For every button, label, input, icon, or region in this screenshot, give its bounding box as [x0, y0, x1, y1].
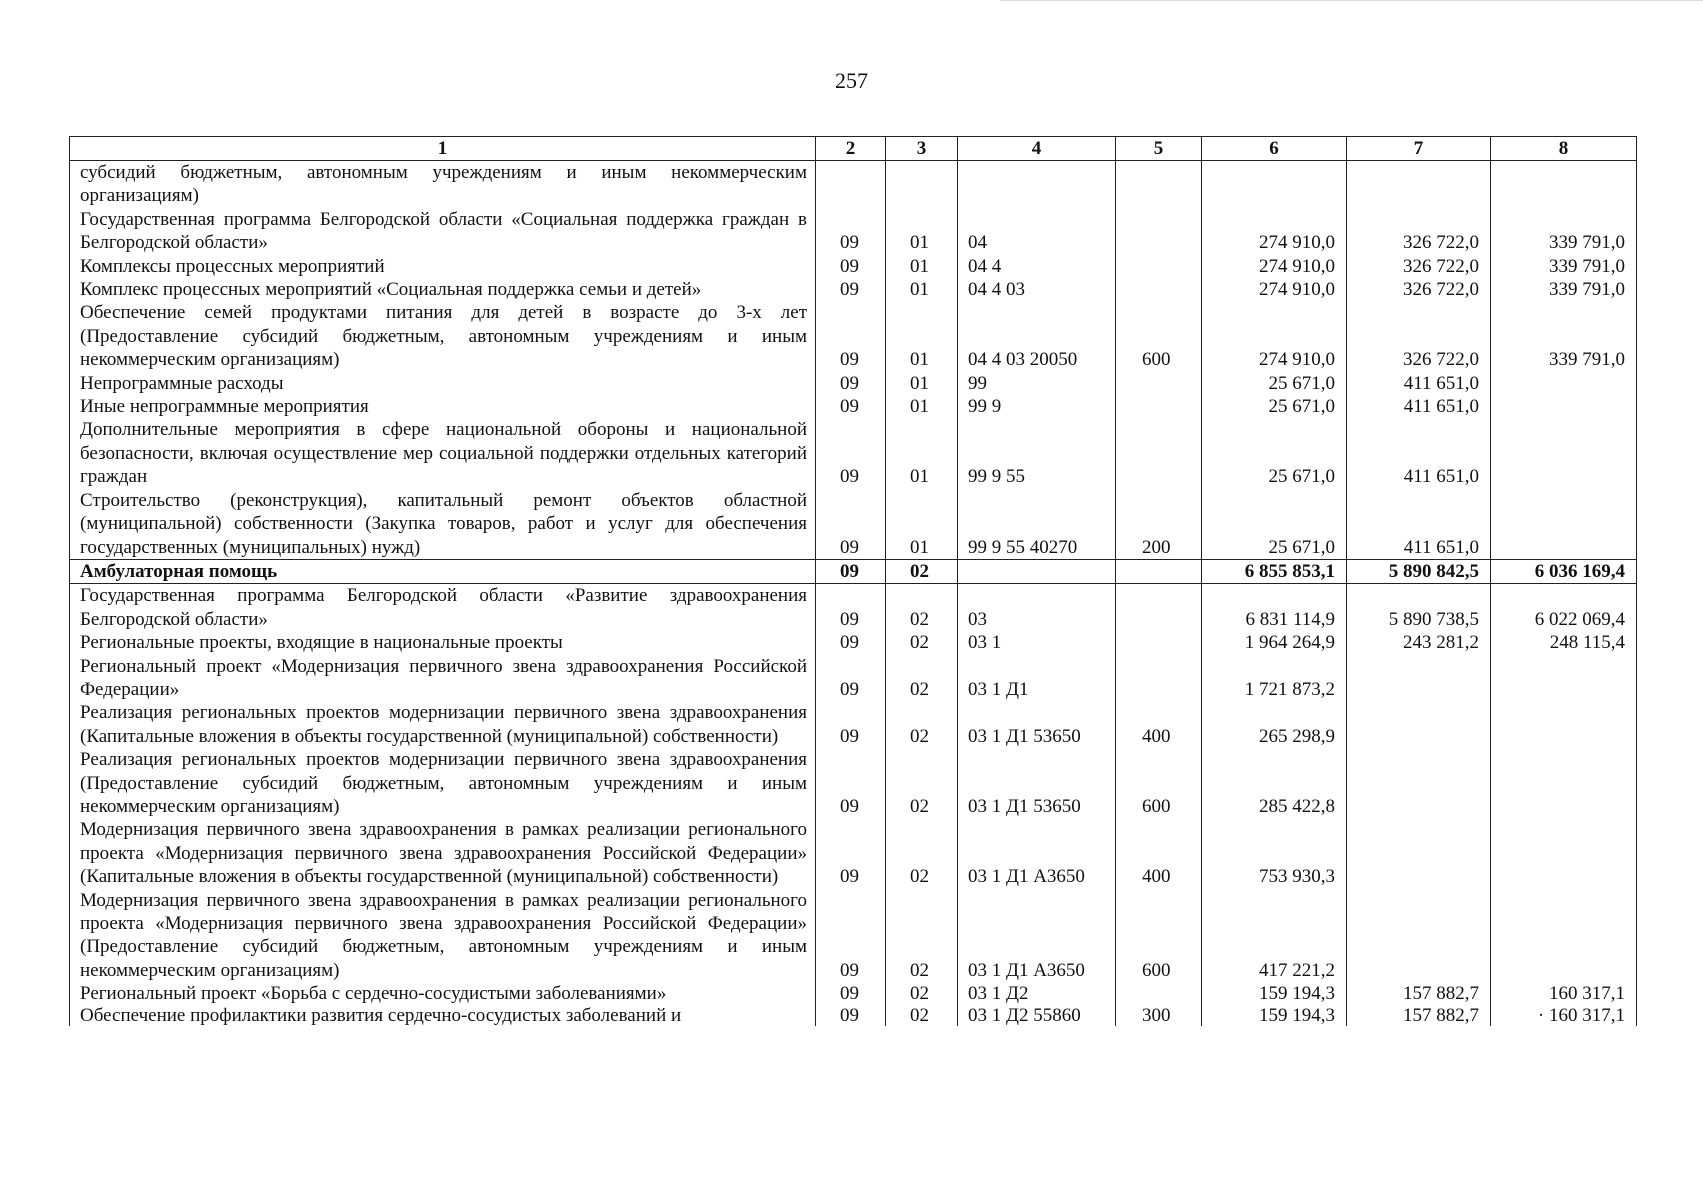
- description-cell: Реализация региональных проектов модернизации первичного звена здравоохранения (Капитальные вложения в объекты государственной (муниципальной) собственности): [70, 701, 816, 748]
- amount-2027-cell: 339 791,0: [1491, 301, 1637, 371]
- description-cell: Государственная программа Белгородской области «Социальная поддержка граждан в Белгородской области»: [70, 208, 816, 255]
- target-article-cell: 99 9: [958, 395, 1116, 418]
- table-row: [70, 255, 1637, 278]
- amount-2026-cell: [1347, 818, 1491, 888]
- amount-2027-cell: [1491, 748, 1637, 818]
- expense-type-cell: 600: [1116, 748, 1202, 818]
- column-header-4: 4: [958, 137, 1116, 161]
- expense-type-cell: [1116, 559, 1202, 583]
- subsection-code-cell: 01: [886, 489, 958, 560]
- section-code-cell: 09: [816, 489, 886, 560]
- section-code-cell: 09: [816, 584, 886, 631]
- section-code-cell: 09: [816, 395, 886, 418]
- amount-2026-cell: 326 722,0: [1347, 301, 1491, 371]
- table-row: [70, 372, 1637, 395]
- subsection-code-cell: 02: [886, 748, 958, 818]
- target-article-cell: 03 1 Д1 53650: [958, 701, 1116, 748]
- description-cell: Амбулаторная помощь: [70, 559, 816, 583]
- amount-2025-cell: 753 930,3: [1202, 818, 1347, 888]
- target-article-cell: 04 4 03: [958, 278, 1116, 301]
- subsection-code-cell: 02: [886, 818, 958, 888]
- subsection-code-cell: 02: [886, 631, 958, 654]
- amount-2027-cell: 339 791,0: [1491, 208, 1637, 255]
- amount-2026-cell: 411 651,0: [1347, 418, 1491, 488]
- section-code-cell: 09: [816, 748, 886, 818]
- section-code-cell: 09: [816, 889, 886, 983]
- header-row: [70, 137, 1637, 161]
- expense-type-cell: [1116, 395, 1202, 418]
- column-header-6: 6: [1202, 137, 1347, 161]
- expense-type-cell: [1116, 278, 1202, 301]
- subsection-code-cell: 01: [886, 255, 958, 278]
- amount-2025-cell: 1 721 873,2: [1202, 655, 1347, 702]
- amount-2026-cell: [1347, 701, 1491, 748]
- table-row: [70, 489, 1637, 560]
- description-cell: Комплекс процессных мероприятий «Социальная поддержка семьи и детей»: [70, 278, 816, 301]
- expense-type-cell: [1116, 655, 1202, 702]
- subsection-code-cell: 01: [886, 395, 958, 418]
- amount-2026-cell: [1347, 161, 1491, 208]
- table-row: [70, 818, 1637, 888]
- amount-2027-cell: [1491, 818, 1637, 888]
- budget-table: [69, 136, 1637, 1026]
- table-row: [70, 889, 1637, 983]
- expense-type-cell: 400: [1116, 701, 1202, 748]
- section-code-cell: [816, 161, 886, 208]
- amount-2025-cell: 274 910,0: [1202, 278, 1347, 301]
- description-cell: Непрограммные расходы: [70, 372, 816, 395]
- amount-2027-cell: [1491, 701, 1637, 748]
- amount-2025-cell: [1202, 161, 1347, 208]
- table-row: [70, 301, 1637, 371]
- amount-2026-cell: [1347, 748, 1491, 818]
- expense-type-cell: [1116, 584, 1202, 631]
- target-article-cell: 04 4: [958, 255, 1116, 278]
- amount-2025-cell: 6 831 114,9: [1202, 584, 1347, 631]
- amount-2025-cell: 25 671,0: [1202, 395, 1347, 418]
- expense-type-cell: [1116, 372, 1202, 395]
- subsection-code-cell: 02: [886, 982, 958, 1005]
- amount-2027-cell: 6 036 169,4: [1491, 559, 1637, 583]
- amount-2027-cell: 160 317,1: [1491, 982, 1637, 1005]
- target-article-cell: 03 1 Д1 А3650: [958, 818, 1116, 888]
- expense-type-cell: [1116, 255, 1202, 278]
- amount-2026-cell: 411 651,0: [1347, 489, 1491, 560]
- table-row: [70, 655, 1637, 702]
- target-article-cell: 03 1 Д1 53650: [958, 748, 1116, 818]
- table-row: [70, 748, 1637, 818]
- table-row: [70, 161, 1637, 208]
- amount-2026-cell: 5 890 842,5: [1347, 559, 1491, 583]
- section-code-cell: 09: [816, 208, 886, 255]
- expense-type-cell: 300: [1116, 1006, 1202, 1026]
- table-row: [70, 982, 1637, 1005]
- table-row: [70, 208, 1637, 255]
- amount-2025-cell: 159 194,3: [1202, 982, 1347, 1005]
- amount-2025-cell: 274 910,0: [1202, 301, 1347, 371]
- amount-2027-cell: [1491, 161, 1637, 208]
- target-article-cell: 03: [958, 584, 1116, 631]
- section-code-cell: 09: [816, 1006, 886, 1026]
- description-cell: Региональный проект «Борьба с сердечно-сосудистыми заболеваниями»: [70, 982, 816, 1005]
- section-code-cell: 09: [816, 701, 886, 748]
- subsection-code-cell: [886, 161, 958, 208]
- section-code-cell: 09: [816, 418, 886, 488]
- target-article-cell: 99 9 55 40270: [958, 489, 1116, 560]
- description-cell: Региональный проект «Модернизация первичного звена здравоохранения Российской Федерации»: [70, 655, 816, 702]
- target-article-cell: 03 1: [958, 631, 1116, 654]
- target-article-cell: 03 1 Д2 55860: [958, 1006, 1116, 1026]
- table-row: [70, 278, 1637, 301]
- target-article-cell: [958, 161, 1116, 208]
- amount-2027-cell: [1491, 489, 1637, 560]
- target-article-cell: 04 4 03 20050: [958, 301, 1116, 371]
- subsection-code-cell: 01: [886, 372, 958, 395]
- amount-2026-cell: 326 722,0: [1347, 255, 1491, 278]
- description-cell: Дополнительные мероприятия в сфере национальной обороны и национальной безопасности, включая осуществление мер социальной поддержки отдельных категорий граждан: [70, 418, 816, 488]
- section-code-cell: 09: [816, 372, 886, 395]
- amount-2025-cell: 25 671,0: [1202, 418, 1347, 488]
- description-cell: Реализация региональных проектов модернизации первичного звена здравоохранения (Предоставление субсидий бюджетным, автономным учреждениям и иным некоммерческим организациям): [70, 748, 816, 818]
- column-header-2: 2: [816, 137, 886, 161]
- amount-2025-cell: 265 298,9: [1202, 701, 1347, 748]
- description-cell: Комплексы процессных мероприятий: [70, 255, 816, 278]
- table-row: [70, 1006, 1637, 1026]
- subsection-code-cell: 02: [886, 655, 958, 702]
- description-cell: Иные непрограммные мероприятия: [70, 395, 816, 418]
- section-code-cell: 09: [816, 631, 886, 654]
- amount-2027-cell: [1491, 655, 1637, 702]
- amount-2025-cell: 274 910,0: [1202, 255, 1347, 278]
- amount-2025-cell: 285 422,8: [1202, 748, 1347, 818]
- amount-2026-cell: 411 651,0: [1347, 372, 1491, 395]
- amount-2027-cell: [1491, 889, 1637, 983]
- column-header-7: 7: [1347, 137, 1491, 161]
- column-header-8: 8: [1491, 137, 1637, 161]
- amount-2026-cell: [1347, 889, 1491, 983]
- amount-2025-cell: 25 671,0: [1202, 372, 1347, 395]
- amount-2026-cell: 243 281,2: [1347, 631, 1491, 654]
- expense-type-cell: [1116, 161, 1202, 208]
- section-code-cell: 09: [816, 301, 886, 371]
- column-header-5: 5: [1116, 137, 1202, 161]
- amount-2026-cell: [1347, 655, 1491, 702]
- amount-2025-cell: 417 221,2: [1202, 889, 1347, 983]
- column-header-1: 1: [70, 137, 816, 161]
- amount-2027-cell: [1491, 395, 1637, 418]
- amount-2025-cell: 1 964 264,9: [1202, 631, 1347, 654]
- expense-type-cell: 600: [1116, 301, 1202, 371]
- amount-2027-cell: 248 115,4: [1491, 631, 1637, 654]
- section-code-cell: 09: [816, 655, 886, 702]
- amount-2026-cell: 157 882,7: [1347, 1006, 1491, 1026]
- amount-2027-cell: 6 022 069,4: [1491, 584, 1637, 631]
- amount-2025-cell: 25 671,0: [1202, 489, 1347, 560]
- description-cell: Модернизация первичного звена здравоохранения в рамках реализации регионального проекта «Модернизация первичного звена здравоохранения Российской Федерации» (Капитальные вложения в объекты государственной (муниципальной) собственности): [70, 818, 816, 888]
- subsection-code-cell: 02: [886, 889, 958, 983]
- table-row: [70, 395, 1637, 418]
- section-code-cell: 09: [816, 982, 886, 1005]
- expense-type-cell: 600: [1116, 889, 1202, 983]
- description-cell: Региональные проекты, входящие в национальные проекты: [70, 631, 816, 654]
- amount-2027-cell: · 160 317,1: [1491, 1006, 1637, 1026]
- table-body: [70, 161, 1637, 1026]
- expense-type-cell: [1116, 631, 1202, 654]
- amount-2026-cell: 157 882,7: [1347, 982, 1491, 1005]
- subsection-code-cell: 02: [886, 559, 958, 583]
- table-row: [70, 418, 1637, 488]
- amount-2026-cell: 326 722,0: [1347, 208, 1491, 255]
- subsection-code-cell: 01: [886, 418, 958, 488]
- page-number: 257: [835, 68, 868, 93]
- amount-2027-cell: [1491, 372, 1637, 395]
- target-article-cell: 03 1 Д1 А3650: [958, 889, 1116, 983]
- section-code-cell: 09: [816, 559, 886, 583]
- description-cell: субсидий бюджетным, автономным учреждениям и иным некоммерческим организациям): [70, 161, 816, 208]
- target-article-cell: 99 9 55: [958, 418, 1116, 488]
- amount-2026-cell: 326 722,0: [1347, 278, 1491, 301]
- section-code-cell: 09: [816, 818, 886, 888]
- amount-2027-cell: 339 791,0: [1491, 278, 1637, 301]
- table-row-subtotal: [70, 559, 1637, 583]
- amount-2027-cell: [1491, 418, 1637, 488]
- subsection-code-cell: 01: [886, 208, 958, 255]
- expense-type-cell: [1116, 208, 1202, 255]
- expense-type-cell: [1116, 418, 1202, 488]
- expense-type-cell: 200: [1116, 489, 1202, 560]
- table-row: [70, 701, 1637, 748]
- target-article-cell: 03 1 Д1: [958, 655, 1116, 702]
- amount-2026-cell: 5 890 738,5: [1347, 584, 1491, 631]
- table-row: [70, 631, 1637, 654]
- table-row: [70, 584, 1637, 631]
- scan-edge-line: [1000, 0, 1703, 1]
- subsection-code-cell: 02: [886, 1006, 958, 1026]
- column-header-3: 3: [886, 137, 958, 161]
- description-cell: Обеспечение семей продуктами питания для детей в возрасте до 3-х лет (Предоставление субсидий бюджетным, автономным учреждениям и иным некоммерческим организациям): [70, 301, 816, 371]
- amount-2027-cell: 339 791,0: [1491, 255, 1637, 278]
- subsection-code-cell: 02: [886, 584, 958, 631]
- amount-2026-cell: 411 651,0: [1347, 395, 1491, 418]
- subsection-code-cell: 01: [886, 278, 958, 301]
- target-article-cell: 04: [958, 208, 1116, 255]
- target-article-cell: 99: [958, 372, 1116, 395]
- amount-2025-cell: 159 194,3: [1202, 1006, 1347, 1026]
- target-article-cell: [958, 559, 1116, 583]
- subsection-code-cell: 02: [886, 701, 958, 748]
- section-code-cell: 09: [816, 278, 886, 301]
- subsection-code-cell: 01: [886, 301, 958, 371]
- description-cell: Строительство (реконструкция), капитальный ремонт объектов областной (муниципальной) собственности (Закупка товаров, работ и услуг для обеспечения государственных (муниципальных) нужд): [70, 489, 816, 560]
- description-cell: Модернизация первичного звена здравоохранения в рамках реализации регионального проекта «Модернизация первичного звена здравоохранения Российской Федерации» (Предоставление субсидий бюджетным, автономным учреждениям и иным некоммерческим организациям): [70, 889, 816, 983]
- description-cell: Обеспечение профилактики развития сердечно-сосудистых заболеваний и: [70, 1006, 816, 1026]
- expense-type-cell: 400: [1116, 818, 1202, 888]
- amount-2025-cell: 274 910,0: [1202, 208, 1347, 255]
- expense-type-cell: [1116, 982, 1202, 1005]
- target-article-cell: 03 1 Д2: [958, 982, 1116, 1005]
- amount-2025-cell: 6 855 853,1: [1202, 559, 1347, 583]
- section-code-cell: 09: [816, 255, 886, 278]
- description-cell: Государственная программа Белгородской области «Развитие здравоохранения Белгородской области»: [70, 584, 816, 631]
